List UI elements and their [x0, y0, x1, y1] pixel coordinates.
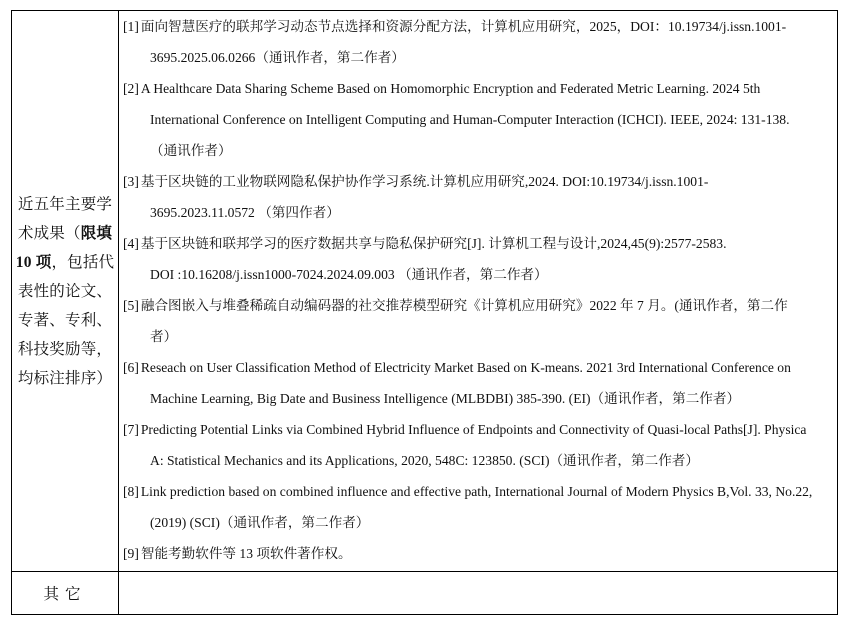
- entry-number: [8]: [123, 484, 139, 499]
- other-label-cell: [12, 572, 119, 615]
- entry-number: [7]: [123, 422, 139, 437]
- publication-entry: [123, 414, 837, 476]
- entry-text: Link prediction based on combined influence and effective path, International Journal of Modern Physics B,Vol. 33, No.22,: [140, 484, 813, 499]
- publication-entry: [123, 290, 837, 352]
- entry-text: 基于区块链的工业物联网隐私保护协作学习系统.计算机应用研究,2024. DOI:10.19734/j.issn.1001-: [140, 174, 709, 189]
- other-label: 其它: [43, 586, 87, 603]
- entry-continuation: A: Statistical Mechanics and its Applications, 2020, 548C: 123850. (SCI)（通讯作者，第二作者）: [150, 453, 699, 468]
- entry-continuation: DOI :10.16208/j.issn1000-7024.2024.09.003 （通讯作者，第二作者）: [150, 267, 548, 282]
- entry-number: [9]: [123, 546, 139, 561]
- achievements-row: [12, 11, 838, 572]
- publication-entry: [123, 228, 837, 290]
- publication-entry: [123, 73, 837, 166]
- entry-number: [5]: [123, 298, 139, 313]
- achievements-content-cell: [119, 11, 838, 572]
- publication-entry: [123, 538, 837, 569]
- section-label-bold: 限填 10 项: [15, 224, 113, 271]
- publication-entry: [123, 11, 837, 73]
- section-label-part2: ，包括代表性的论文、专著、专利、科技奖励等，均标注排序）: [17, 253, 115, 387]
- publication-entry: [123, 166, 837, 228]
- entry-number: [3]: [123, 174, 139, 189]
- entry-continuation: （通讯作者）: [150, 143, 232, 158]
- section-label-part1: 近五年主要学术成果（: [17, 195, 113, 242]
- achievements-table: [11, 10, 838, 615]
- entry-text: Predicting Potential Links via Combined Hybrid Influence of Endpoints and Connectivity of Quasi-local Paths[J]. Physica: [140, 422, 807, 437]
- entry-text: 智能考勤软件等 13 项软件著作权。: [140, 546, 352, 561]
- achievements-label-cell: [12, 11, 119, 572]
- entry-continuation: 者）: [150, 329, 178, 344]
- other-row: [12, 572, 838, 615]
- entry-continuation: 3695.2023.11.0572 （第四作者）: [150, 205, 340, 220]
- entry-continuation: (2019) (SCI)（通讯作者，第二作者）: [150, 515, 370, 530]
- entry-text: 面向智慧医疗的联邦学习动态节点选择和资源分配方法，计算机应用研究，2025，DOI：10.19734/j.issn.1001-: [140, 19, 787, 34]
- entry-number: [6]: [123, 360, 139, 375]
- entry-number: [4]: [123, 236, 139, 251]
- entry-text: 融合图嵌入与堆叠稀疏自动编码器的社交推荐模型研究《计算机应用研究》2022 年 7 月。(通讯作者，第二作: [140, 298, 788, 313]
- entry-number: [2]: [123, 81, 139, 96]
- publication-entry: [123, 476, 837, 538]
- entry-text: A Healthcare Data Sharing Scheme Based on Homomorphic Encryption and Federated Metric Learning. 2024 5th: [140, 81, 761, 96]
- publication-entry: [123, 352, 837, 414]
- entry-number: [1]: [123, 19, 139, 34]
- entry-continuation: 3695.2025.06.0266（通讯作者，第二作者）: [150, 50, 405, 65]
- entries-list: [123, 11, 837, 569]
- entry-text: Reseach on User Classification Method of Electricity Market Based on K-means. 2021 3rd International Conference on: [140, 360, 791, 375]
- entry-continuation: Machine Learning, Big Date and Business Intelligence (MLBDBI) 385-390. (EI)（通讯作者，第二作者）: [150, 391, 741, 406]
- entry-text: 基于区块链和联邦学习的医疗数据共享与隐私保护研究[J]. 计算机工程与设计,2024,45(9):2577-2583.: [140, 236, 727, 251]
- other-content-cell: [119, 572, 838, 615]
- entry-continuation: International Conference on Intelligent Computing and Human-Computer Interaction (ICHCI). IEEE, 2024: 131-138.: [150, 112, 790, 127]
